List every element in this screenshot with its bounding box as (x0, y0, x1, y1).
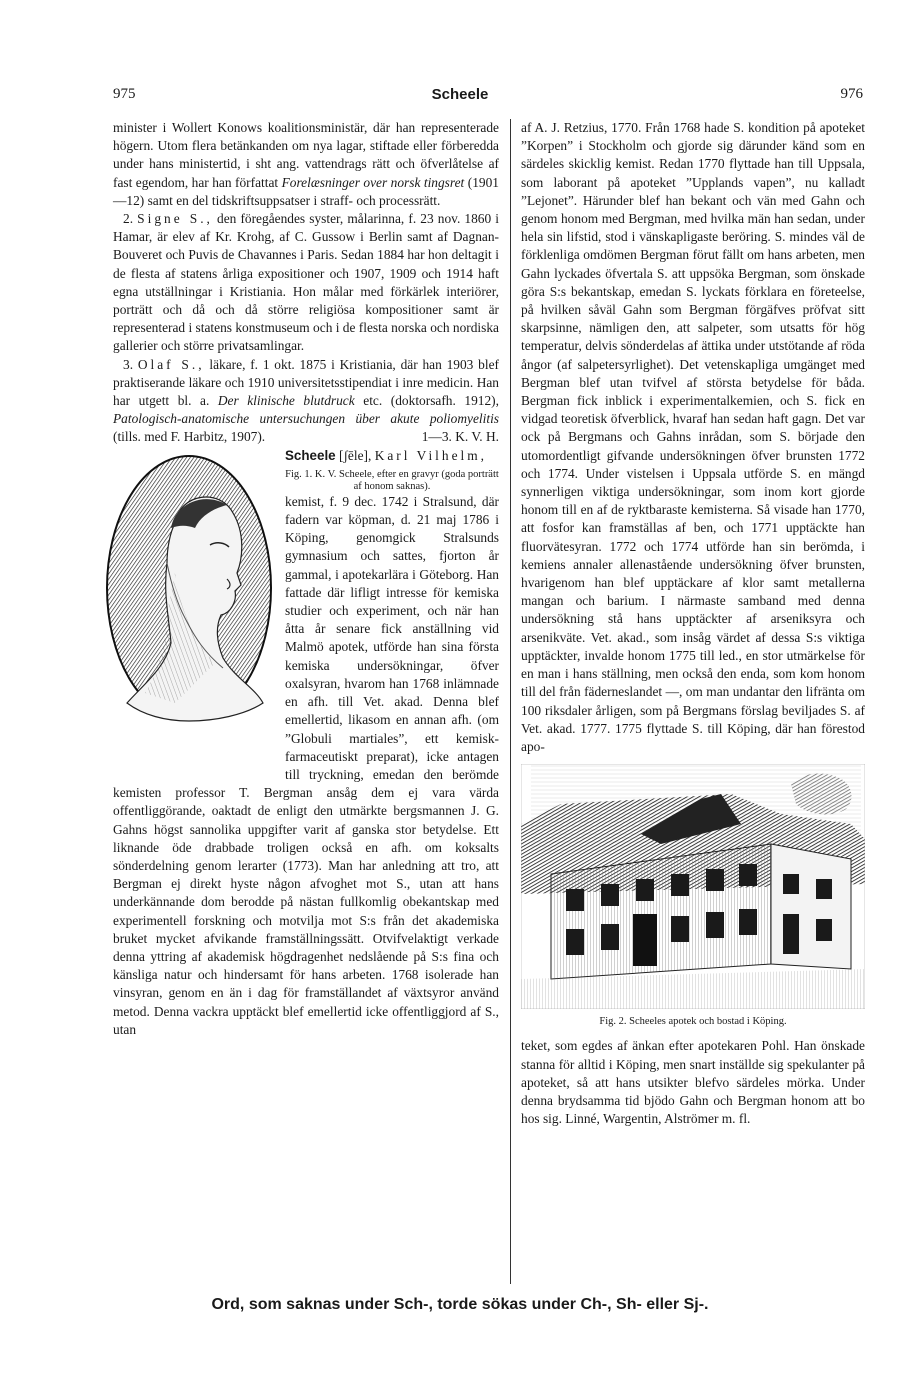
person-name: Karl Vilhelm, (374, 447, 488, 463)
italic-title: Forelæsninger over norsk tingsret (281, 174, 465, 190)
pronunciation: [ʃēle], (338, 447, 372, 463)
author-signature: 1—3. K. V. H. (421, 429, 499, 445)
left-column (113, 119, 499, 1039)
portrait-engraving-image (105, 453, 273, 723)
figure-2 (521, 764, 865, 1031)
person-name: Signe S., (137, 211, 213, 227)
figure-1-caption: Fig. 1. K. V. Scheele, efter en gravyr (goda porträtt af honom saknas). (285, 468, 499, 492)
column-divider (510, 119, 511, 1284)
paragraph-continuation (521, 119, 865, 756)
text-run: minister i Wollert Konows koalitionsministär, där han representerade högern. Utom flera betänkanden om nya lagar, stiftade eller förberedda under hans ministertid, i sht ang. vattendrags rätt och öfverlåtelse af fast egendom, har han författat (113, 120, 499, 190)
italic-title: Der klinische blutdruck (217, 393, 355, 409)
entry-headword: Scheele (285, 447, 336, 463)
page-number-left: 975 (113, 86, 136, 102)
figure-2-caption: Fig. 2. Scheeles apotek och bostad i Köping. (599, 1016, 787, 1028)
right-column (521, 119, 865, 1128)
paragraph-scheele-entry (113, 447, 499, 465)
text-run: af A. J. Retzius, 1770. Från 1768 hade S. kondition på apoteket ”Korpen” i Stockholm och gjorde sig därunder känd som en särdeles skicklig kemist. Redan 1770 flyttade han till Uppsala, som laborant på apoteket ”Upplands vapen”, nu kalladt ”Lejonet”. Härunder blef han bekant och vän med Gahn och genom honom med Bergman, med hvilka män han sedan, under hela sin lifstid, stod i vänskapligaste beröring. S. mindes väl de förklenliga omdömen Bergman förut fällt om hans arbeten, men Gahn lyckades öfvertala S. att uppsöka Bergman, som önskade göra S:s bekantskap, emedan S. lyckats förklara en företeelse, på hvilken såväl Gahn som Bergman förgäfves pröfvat sitt skarpsinne, nämligen den, att salpeter, som utsatts för hög temperatur, delvis sönderdelas af ättika under utstötande af röda ångor (af salpetersyrlighet). Det vetenskapliga umgänget med Bergman blef utan tvifvel af största betydelse för båda. Bergman fick inblick i experimentalkemien, och S. fick en vidgad teoretisk öfverblick, hvaraf han sedan haft gagn. Det var ock på Bergmans och Gahns inrådan, som S. började den utomordentligt gifvande undersökningen öfver brunsten 1772 och 1774. Under vistelsen i Uppsala utförde S. en mängd synnerligen viktiga undersökningar, som inom kort gjorde honom till en af de ryktbaraste kemisterna. Så visade han 1770, att fosfor kan framställas af ben, och 1771 upptäckte han fluorvätesyran. 1772 och 1774 utförde han sin berömda, i kemiens annaler allenastående undersökning öfver brunsten, hvarigenom han blef upptäckare af klor samt metallerna mangan och barium. I närmaste samband med denna undersökning stå hans upptäckter af arseniksyra och arsenikväte. Vet. akad., som insåg värdet af dessa S:s viktiga upptäckter, invalde honom 1775 till led., en stor utmärkelse för en man i hans ställning, men också den enda, som kom honom till del från fäderneslandet —, om man undantar den lifränta om 100 riksdaler årligen, som på Bergmans förslag beviljades S. af Vet. akad. 1777. 1775 flyttade S. till Köping, där han förestod apo- (521, 120, 865, 754)
paragraph-wollert (113, 119, 499, 210)
text-run: teket, som egdes af änkan efter apotekaren Pohl. Han önskade stanna för alltid i Köping, men snart inställde sig spekulanter på apoteket, så att hans utsikter blefvo särdeles mörka. Under denna brydsamma tid bjödo Gahn och Bergman honom att bo hos sig. Linné, Wargentin, Alströmer m. fl. (521, 1038, 865, 1127)
entry-number: 2. (123, 211, 134, 227)
paragraph-koping (521, 1037, 865, 1128)
figure-1 (101, 447, 279, 781)
text-run: den föregåendes syster, målarinna, f. 23 nov. 1860 i Hamar, är elev af Kr. Krohg, af C. Gussow i Berlin samt af Dagnan-Bouveret och Puvis de Chavannes i Paris. Sedan 1884 har hon deltagit i de flesta af statens årliga expositioner och 1907, 1909 och 1914 haft egna utställningar i Kristiania. Hon målar med förkärlek interiörer, porträtt och då och då större religiösa kompositioner samt är representerad i statens konstmuseum och i de flesta norska och nordiska gallerier och större privatsamlingar. (113, 211, 500, 354)
person-name: Olaf S., (137, 356, 205, 372)
paragraph-olaf (113, 356, 499, 447)
page-header-title: Scheele (431, 86, 489, 103)
paragraph-signe (113, 210, 499, 356)
page-number-right: 976 (840, 86, 863, 102)
italic-title: Patologisch-anatomische untersuchungen über akute poliomyelitis (113, 411, 499, 427)
text-run: läkare, f. 1 okt. 1875 i Kristiania, där han 1903 blef praktiserande läkare och 1910 universitetsstipendiat i inre medicin. Han har utgett bl. a. (113, 356, 499, 409)
text-run: etc. (doktorsafh. 1912), (363, 393, 499, 409)
page-footer-note: Ord, som saknas under Sch-, torde sökas under Ch-, Sh- eller Sj-. (211, 1296, 709, 1313)
text-run: (1901—12) samt en del tidskriftsuppsatser i straff- och processrätt. (113, 174, 499, 208)
entry-number: 3. (123, 356, 134, 372)
building-engraving-image (521, 764, 865, 1009)
text-run: (tills. med F. Harbitz, 1907). (113, 429, 266, 445)
text-run: kemist, f. 9 dec. 1742 i Stralsund, där fadern var köpman, d. 21 maj 1786 i Köping, genomgick Stralsunds gymnasium och sattes, fjorton år gammal, i apotekarlära i Göteborg. Han fattade där lifligt intresse för kemiska studier och experiment, och när han åtta år senare fick anställning vid Malmö apotek, utförde han sina första kemiska undersökningar, öfver oxalsyran, hvarom han 1768 inlämnade en afh. till Vet. akad. Denna blef emellertid, likasom en annan afh. (om ”Globuli martiales”, ett kemisk-farmaceutiskt preparat), icke antagen till tryckning, emedan den berömde kemisten professor T. Bergman ansåg dem ej vara värda offentliggörande, oaktadt de enligt den utmärkte bergsmannen J. G. Gahns högst sannolika uppgifter varit af ganska stor betydelse. Ett liknande öde drabbade troligen också en afh. om koksalts sönderdelning genom lerarter (1773). Man har anledning att tro, att Bergman ej direkt hyste någon afvoghet mot S., utan att hans underkännande dom berodde på nästan fullkomlig obekantskap med experimentell forskning och motvilja mot S:s från det akademiska bruket mycket afvikande framställningssätt. Otvifvelaktigt verkade denna yttring af akademisk högdragenhet nedslående på S:s fina och känsliga natur och hindersamt för hans arbeten. 1768 isolerade han vinsyran, genom en än i dag för framställandet af växtsyror använd metod. Denna vackra upptäckt blef emellertid icke offentliggjord af S., utan (113, 493, 499, 1037)
